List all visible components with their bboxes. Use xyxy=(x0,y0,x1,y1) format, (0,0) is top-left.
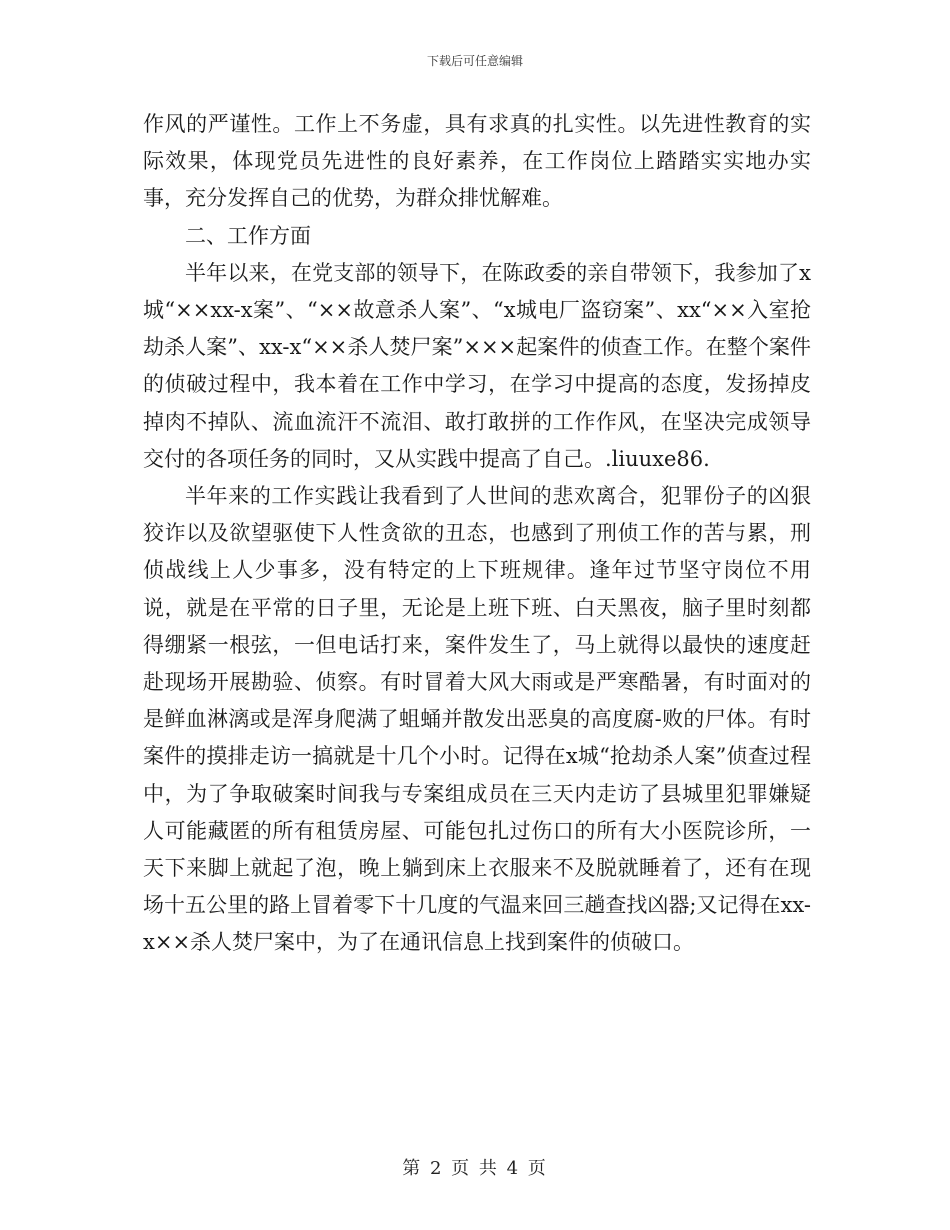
paragraph-work-summary: 半年以来，在党支部的领导下，在陈政委的亲自带领下，我参加了x城“××xx-x案”、“××故意杀人案”、“x城电厂盗窃案”、xx“××入室抢劫杀人案”、xx-x“××杀人焚尸案”×××起案件的侦查工作。在整个案件的侦破过程中，我本着在工作中学习，在学习中提高的态度，发扬掉皮掉肉不掉队、流血流汗不流泪、敢打敢拼的工作作风，在坚决完成领导交付的各项任务的同时，又从实践中提高了自己。.liuuxe86. xyxy=(143,260,811,471)
paragraph-work-experience: 半年来的工作实践让我看到了人世间的悲欢离合，犯罪份子的凶狠狡诈以及欲望驱使下人性贪欲的丑态，也感到了刑侦工作的苦与累，刑侦战线上人少事多，没有特定的上下班规律。逢年过节坚守岗位不用说，就是在平常的日子里，无论是上班下班、白天黑夜，脑子里时刻都得绷紧一根弦，一但电话打来，案件发生了，马上就得以最快的速度赶赴现场开展勘验、侦察。有时冒着大风大雨或是严寒酷暑，有时面对的是鲜血淋漓或是浑身爬满了蛆蛹并散发出恶臭的高度腐-败的尸体。有时案件的摸排走访一搞就是十几个小时。记得在x城“抢劫杀人案”侦查过程中，为了争取破案时间我与专案组成员在三天内走访了县城里犯罪嫌疑人可能藏匿的所有租赁房屋、可能包扎过伤口的所有大小医院诊所，一天下来脚上就起了泡，晚上躺到床上衣服来不及脱就睡着了，还有在现场十五公里的路上冒着零下十几度的气温来回三趟查找凶器;又记得在xx-x××杀人焚尸案中，为了在通讯信息上找到案件的侦破口。 xyxy=(143,484,811,955)
page-number: 第 2 页 共 4 页 xyxy=(402,1158,548,1179)
page-header: 下载后可任意编辑 xyxy=(426,54,523,68)
document-body xyxy=(143,106,811,962)
section-heading: 二、工作方面 xyxy=(185,223,311,248)
paragraph-continuation: 作风的严谨性。工作上不务虚，具有求真的扎实性。以先进性教育的实际效果，体现党员先进性的良好素养，在工作岗位上踏踏实实地办实事，充分发挥自己的优势，为群众排忧解难。 xyxy=(143,112,811,211)
